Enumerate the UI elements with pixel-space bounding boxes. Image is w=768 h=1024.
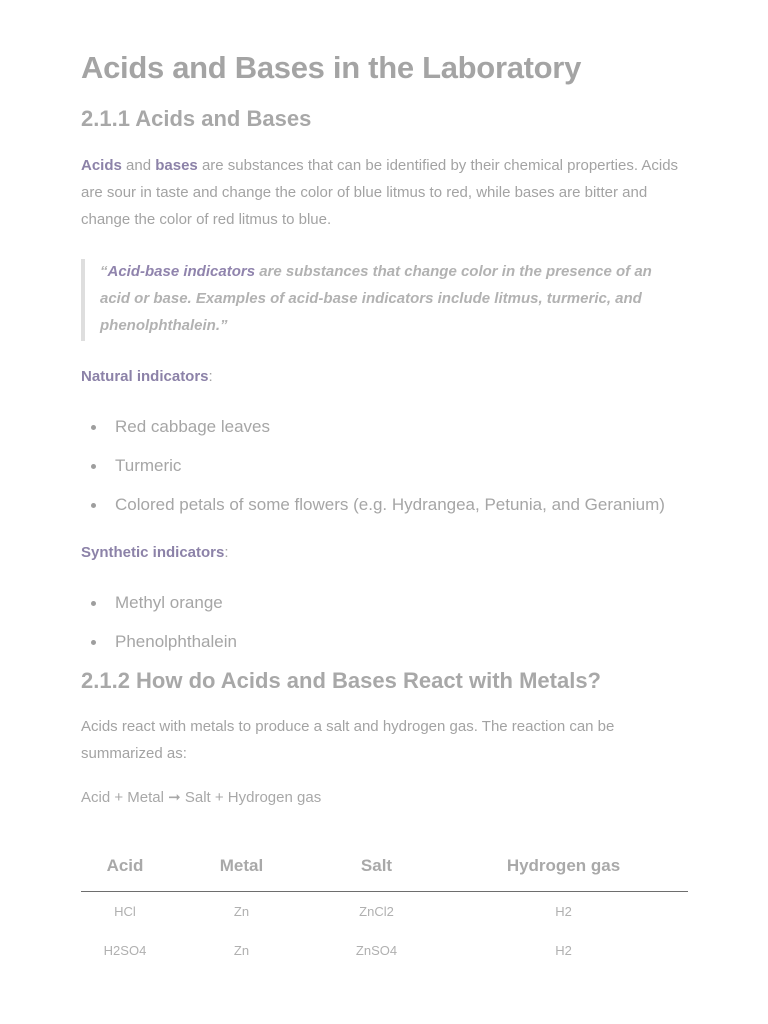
list-item [81, 631, 237, 670]
table-cell: H2 [555, 943, 572, 958]
list-item-text: Red cabbage leaves [115, 417, 271, 436]
table-cell: ZnCl2 [359, 904, 394, 919]
table-cell: HCl [114, 904, 136, 919]
reaction-table [81, 840, 688, 970]
list-item [81, 455, 665, 494]
table-cell: H2 [555, 904, 572, 919]
term-bases: bases [155, 157, 198, 174]
reaction-paragraph: Acids react with metals to produce a salt and hydrogen gas. The reaction can be summarized as: [81, 718, 615, 762]
natural-indicators-list [81, 416, 665, 533]
list-item [81, 592, 237, 631]
table-row [81, 931, 688, 970]
column-header-salt: Salt [314, 840, 439, 892]
synthetic-indicators-colon: : [224, 544, 229, 561]
synthetic-indicators-list [81, 592, 237, 670]
quote-rest: are substances that change color in the presence of an acid or base. Examples of acid-base indicators include litmus, turmeric, and phenolphthalein.” [100, 263, 652, 334]
quote-text [100, 258, 681, 339]
bullet-icon [91, 601, 96, 606]
list-item-text: Colored petals of some flowers (e.g. Hydrangea, Petunia, and Geranium) [115, 495, 665, 514]
natural-indicators-term: Natural indicators [81, 368, 209, 385]
bullet-icon [91, 503, 96, 508]
bullet-icon [91, 640, 96, 645]
table-row [81, 892, 688, 932]
intro-rest: are substances that can be identified by their chemical properties. Acids are sour in taste and change the color of blue litmus to red, while bases are bitter and change the color of red litmus to blue. [81, 157, 679, 228]
synthetic-indicators-label [81, 544, 229, 561]
table-cell: H2SO4 [103, 943, 147, 958]
table-cell: Zn [233, 904, 250, 919]
quote-open-mark: “ [100, 263, 108, 280]
table-header-row [81, 840, 688, 892]
bullet-icon [91, 464, 96, 469]
indicator-quote [81, 259, 681, 341]
list-item [81, 494, 665, 533]
natural-indicators-colon: : [208, 368, 213, 385]
table-cell: Zn [233, 943, 250, 958]
reaction-equation: Acid + Metal ➞ Salt + Hydrogen gas [81, 789, 322, 806]
list-item [81, 416, 665, 455]
intro-and: and [121, 157, 156, 174]
column-header-metal: Metal [169, 840, 314, 892]
table-cell: ZnSO4 [355, 943, 398, 958]
natural-indicators-label [81, 368, 213, 385]
intro-paragraph [81, 152, 688, 233]
list-item-text: Methyl orange [115, 593, 223, 612]
column-header-hydrogen-gas: Hydrogen gas [439, 840, 688, 892]
term-acids: Acids [81, 157, 122, 174]
section-heading-metals: 2.1.2 How do Acids and Bases React with Metals? [81, 668, 601, 693]
synthetic-indicators-term: Synthetic indicators [81, 544, 225, 561]
list-item-text: Phenolphthalein [115, 632, 237, 651]
section-heading-acids-bases: 2.1.1 Acids and Bases [81, 106, 312, 131]
term-acid-base-indicators: Acid-base indicators [107, 263, 256, 280]
bullet-icon [91, 425, 96, 430]
list-item-text: Turmeric [115, 456, 182, 475]
column-header-acid: Acid [81, 840, 169, 892]
page-title: Acids and Bases in the Laboratory [81, 50, 582, 85]
